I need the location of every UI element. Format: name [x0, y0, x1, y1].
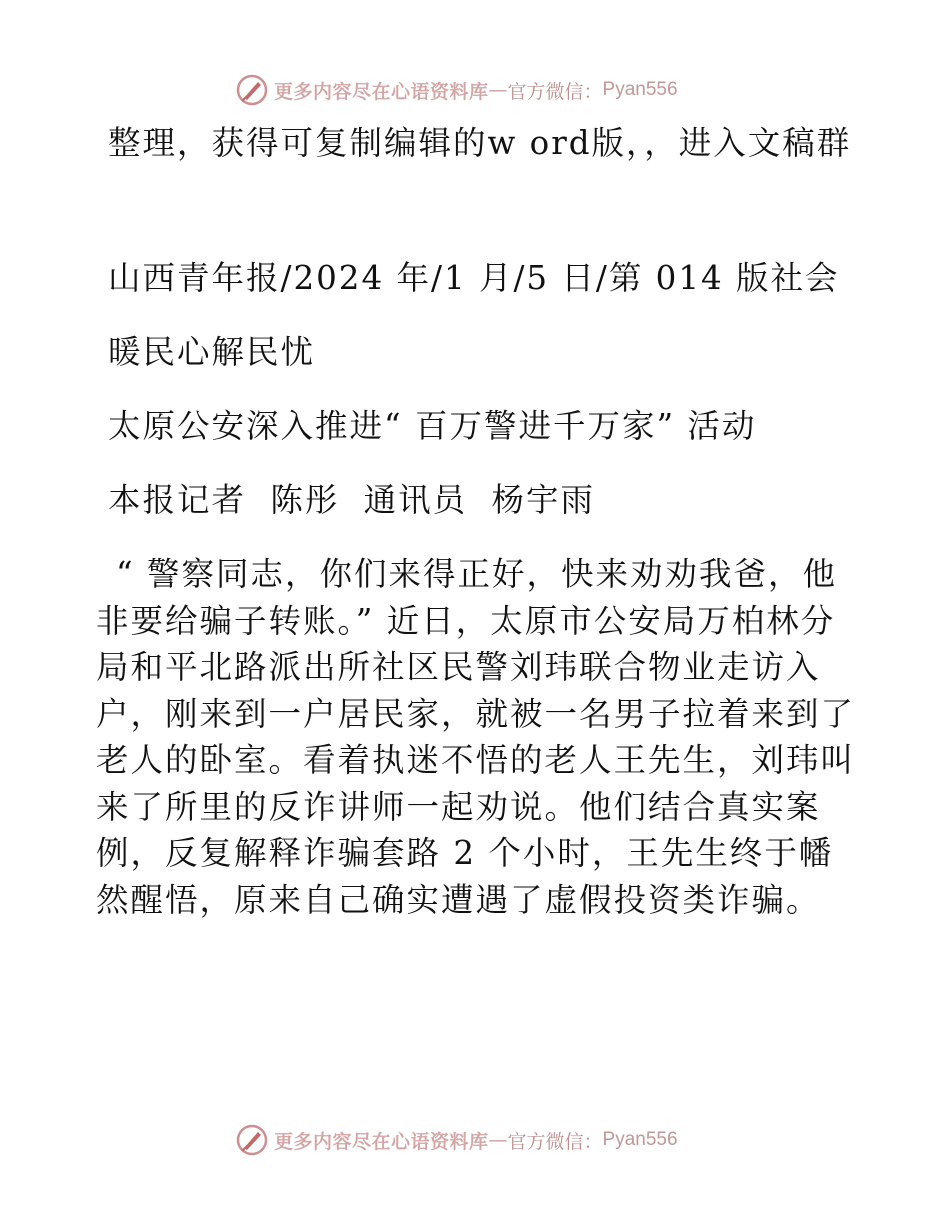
intro-paragraph: 整理，获得可复制编辑的w ord版，，进入文稿群 — [108, 124, 852, 162]
source-line: 山西青年报/2024 年/1 月/5 日/第 014 版社会 — [108, 259, 840, 297]
header-watermark — [236, 72, 736, 108]
article-byline: 本报记者 陈彤 通讯员 杨宇雨 — [108, 481, 595, 519]
watermark-separator: — — [488, 79, 508, 101]
watermark-official-label: 官方微信： — [507, 1130, 603, 1153]
article-subtitle: 太原公安深入推进“ 百万警进千万家” 活动 — [108, 407, 757, 445]
article-body: “ 警察同志，你们来得正好，快来劝劝我爸，他非要给骗子转账。” 近日，太原市公安局万柏林分局和平北路派出所社区民警刘玮联合物业走访入户，刚来到一户居民家，就被一名男子拉着来到了老人的卧室。看着执迷不悟的老人王先生，刘玮叫来了所里的反诈讲师一起劝说。他们结合真实案例，反复解释诈骗套路 2 个小时，王先生终于幡然醒悟，原来自己确实遭遇了虚假投资类诈骗。 — [96, 555, 856, 919]
watermark-handle: Pyan556 — [602, 79, 678, 100]
quill-logo-icon — [236, 1124, 268, 1156]
watermark-main-text: 更多内容尽在心语资料库 — [274, 1130, 489, 1153]
quill-logo-icon — [236, 74, 268, 106]
watermark-separator: — — [488, 1129, 508, 1151]
footer-watermark — [236, 1122, 736, 1158]
watermark-handle: Pyan556 — [602, 1129, 678, 1150]
article-title: 暖民心解民忧 — [108, 333, 316, 371]
watermark-official-label: 官方微信： — [507, 80, 603, 103]
watermark-main-text: 更多内容尽在心语资料库 — [274, 80, 489, 103]
